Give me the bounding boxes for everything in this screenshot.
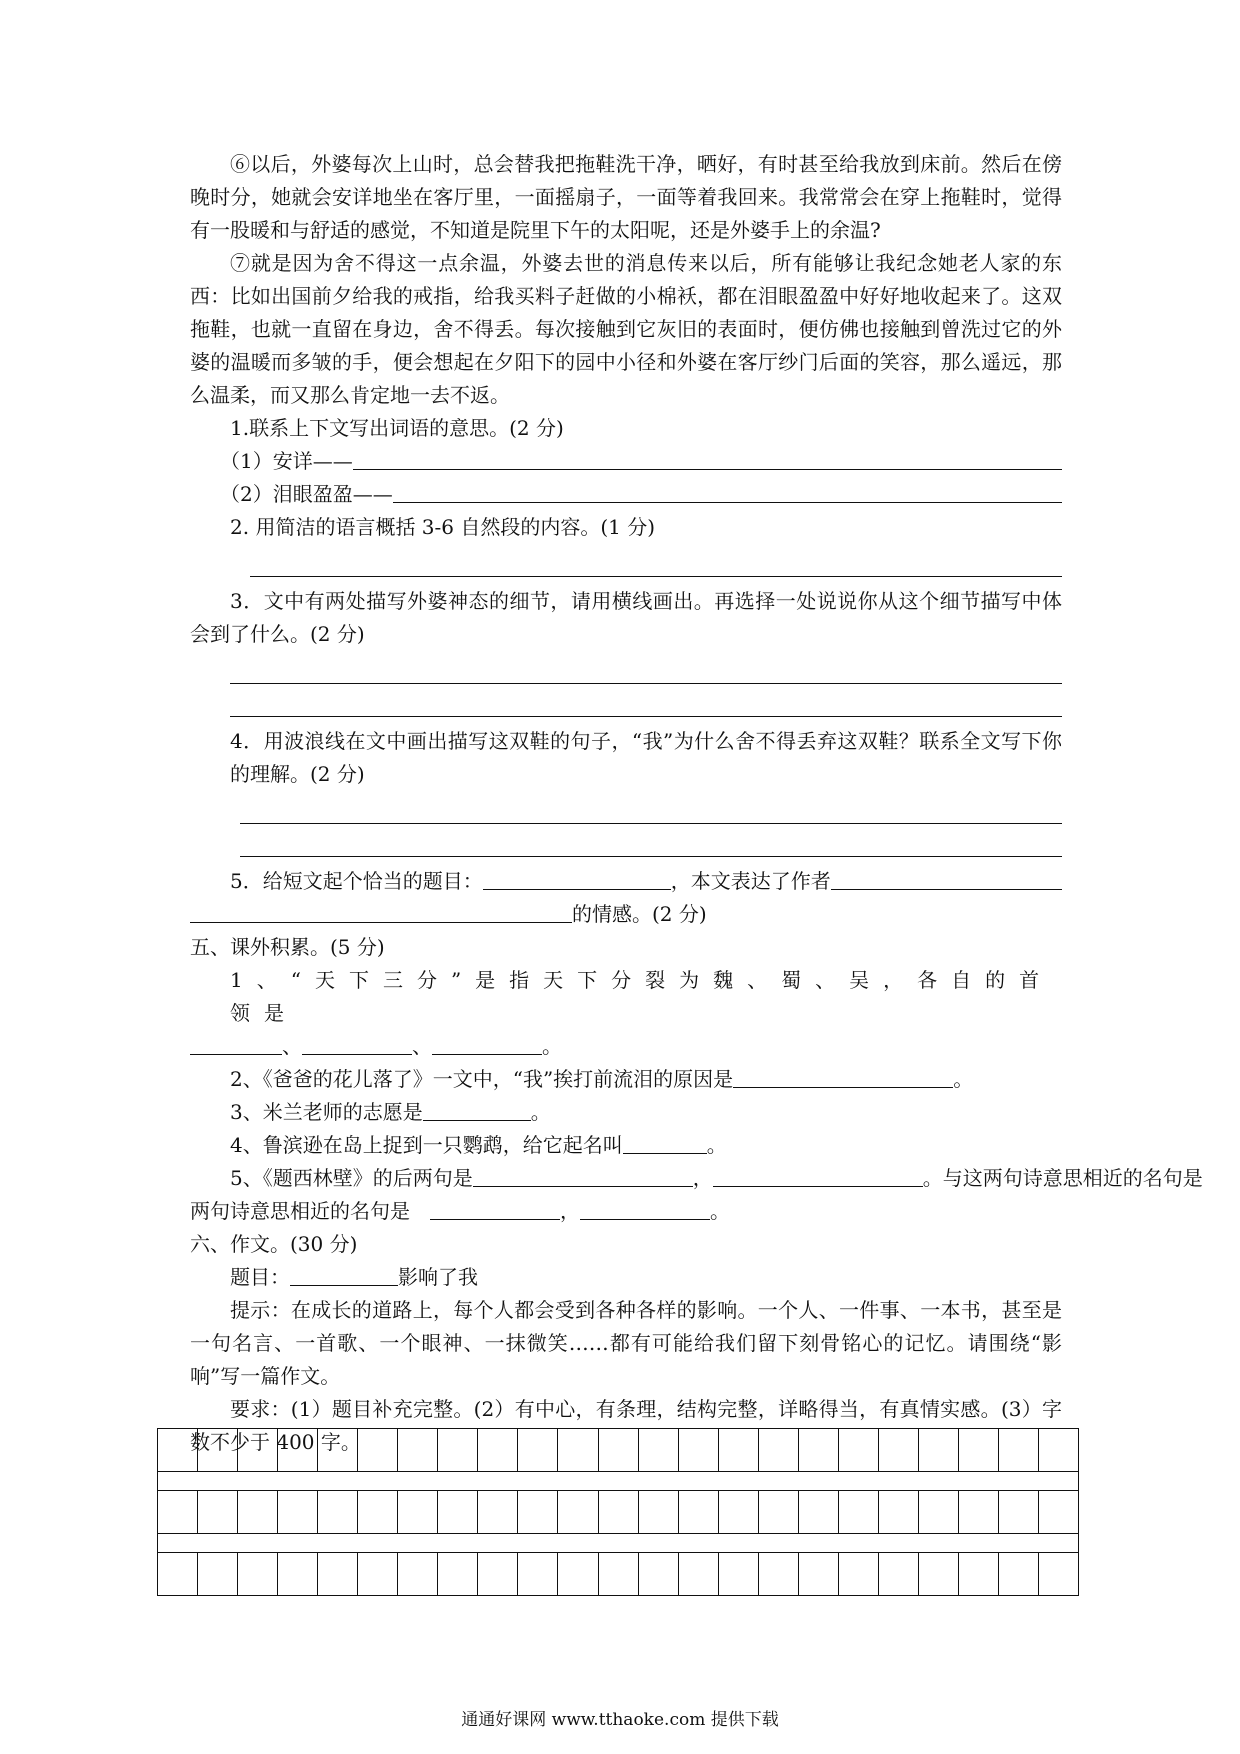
period: 。 — [530, 1100, 551, 1124]
separator: 、 — [282, 1034, 302, 1058]
question-1b — [190, 478, 1062, 511]
topic-label: 题目： — [230, 1265, 290, 1289]
poem-blank-1[interactable] — [473, 1162, 693, 1187]
period: 。 — [706, 1133, 727, 1157]
leader-blank-1[interactable] — [190, 1030, 282, 1055]
answer-line[interactable] — [393, 478, 1062, 503]
question-1a-label: （1）安详—— — [220, 449, 353, 473]
leader-blank-2[interactable] — [302, 1030, 412, 1055]
section-5-item-4 — [190, 1129, 1062, 1162]
period: 。 — [953, 1067, 974, 1091]
period: 。 — [710, 1199, 730, 1223]
answer-blank[interactable] — [623, 1129, 707, 1154]
grid-row[interactable] — [157, 1552, 1079, 1596]
grid-row[interactable] — [157, 1490, 1079, 1533]
question-3-answer[interactable] — [190, 651, 1062, 717]
question-4: 4．用波浪线在文中画出描写这双鞋的句子，“我”为什么舍不得丢弃这双鞋？联系全文写下你的理解。(2 分) — [230, 729, 1062, 786]
passage-paragraph-7: ⑦就是因为舍不得这一点余温，外婆去世的消息传来以后，所有能够让我纪念她老人家的东西：比如出国前夕给我的戒指，给我买料子赶做的小棉袄，都在泪眼盈盈中好好地收起来了。这双拖鞋，也就一直留在身边，舍不得丢。每次接触到它灰旧的表面时，便仿佛也接触到曾洗过它的外婆的温暖而多皱的手，便会想起在夕阳下的园中小径和外婆在客厅纱门后面的笑容，那么遥远，那么温柔，而又那么肯定地一去不返。 — [190, 251, 1062, 407]
title-blank[interactable] — [483, 865, 671, 890]
similar-blank-1[interactable] — [430, 1195, 560, 1220]
essay-requirements: 要求：(1）题目补充完整。(2）有中心，有条理，结构完整，详略得当，有真情实感。(3）字数不少于 400 字。 — [190, 1397, 1062, 1454]
answer-blank[interactable] — [423, 1096, 531, 1121]
item-5-cont: 。与这两句诗意思相近的名句是 — [922, 1166, 1203, 1190]
exam-page — [190, 148, 1203, 1459]
item-2-label: 2、《爸爸的花儿落了》一文中，“我”挨打前流泪的原因是 — [230, 1067, 734, 1091]
page-footer: 通通好课网 www.tthaoke.com 提供下载 — [461, 1710, 779, 1730]
topic-blank[interactable] — [290, 1261, 398, 1286]
question-5-end: 的情感。(2 分) — [572, 902, 707, 926]
section-5-title: 五、课外积累。(5 分) — [190, 935, 385, 959]
composition-grid[interactable] — [157, 1428, 1079, 1596]
section-5-item-5 — [190, 1162, 1203, 1195]
question-1a — [190, 445, 1062, 478]
question-2: 2. 用简洁的语言概括 3-6 自然段的内容。(1 分) — [230, 515, 656, 539]
essay-topic — [190, 1261, 1062, 1294]
question-3: 3．文中有两处描写外婆神态的细节，请用横线画出。再选择一处说说你从这个细节描写中体会到了什么。(2 分) — [190, 589, 1062, 646]
item-3-label: 3、米兰老师的志愿是 — [230, 1100, 423, 1124]
question-4-answer[interactable] — [190, 791, 1062, 857]
question-1b-label: （2）泪眼盈盈—— — [220, 482, 393, 506]
section-5-item-1: 1、“天下三分”是指天下分裂为魏、蜀、吴，各自的首领是 — [230, 968, 1054, 1025]
section-5-item-3 — [190, 1096, 1062, 1129]
emotion-blank[interactable] — [831, 865, 1062, 890]
leader-blank-3[interactable] — [432, 1030, 542, 1055]
period: 。 — [542, 1034, 562, 1058]
question-5-label: 5．给短文起个恰当的题目： — [230, 869, 483, 893]
section-5-item-5-cont — [190, 1195, 1062, 1228]
question-1: 1.联系上下文写出词语的意思。(2 分) — [230, 416, 564, 440]
question-2-answer[interactable] — [190, 544, 1062, 577]
comma: ， — [692, 1166, 713, 1190]
topic-suffix: 影响了我 — [398, 1265, 478, 1289]
poem-blank-2[interactable] — [713, 1162, 923, 1187]
emotion-blank-cont[interactable] — [190, 898, 572, 923]
section-6-title: 六、作文。(30 分) — [190, 1232, 358, 1256]
item-5-tail: 两句诗意思相近的名句是 — [190, 1199, 410, 1223]
question-5-mid: ，本文表达了作者 — [670, 869, 831, 893]
answer-line[interactable] — [353, 445, 1062, 470]
answer-blank[interactable] — [733, 1063, 953, 1088]
comma: ， — [560, 1199, 580, 1223]
separator: 、 — [412, 1034, 432, 1058]
similar-blank-2[interactable] — [580, 1195, 710, 1220]
passage-paragraph-6: ⑥以后，外婆每次上山时，总会替我把拖鞋洗干净，晒好，有时甚至给我放到床前。然后在傍晚时分，她就会安详地坐在客厅里，一面摇扇子，一面等着我回来。我常常会在穿上拖鞋时，觉得有一股暖和与舒适的感觉，不知道是院里下午的太阳呢，还是外婆手上的余温? — [190, 152, 1062, 242]
essay-hint: 提示：在成长的道路上，每个人都会受到各种各样的影响。一个人、一件事、一本书，甚至是一句名言、一首歌、一个眼神、一抹微笑……都有可能给我们留下刻骨铭心的记忆。请围绕“影响”写一篇作文。 — [190, 1298, 1062, 1388]
section-5-item-1-blanks — [190, 1030, 1062, 1063]
question-5 — [190, 865, 1062, 898]
item-4-label: 4、鲁滨逊在岛上捉到一只鹦鹉，给它起名叫 — [230, 1133, 623, 1157]
section-5-item-2 — [190, 1063, 1062, 1096]
question-5-cont — [190, 898, 1062, 931]
item-5-label: 5、《题西林壁》的后两句是 — [230, 1166, 473, 1190]
grid-row[interactable] — [157, 1428, 1079, 1471]
